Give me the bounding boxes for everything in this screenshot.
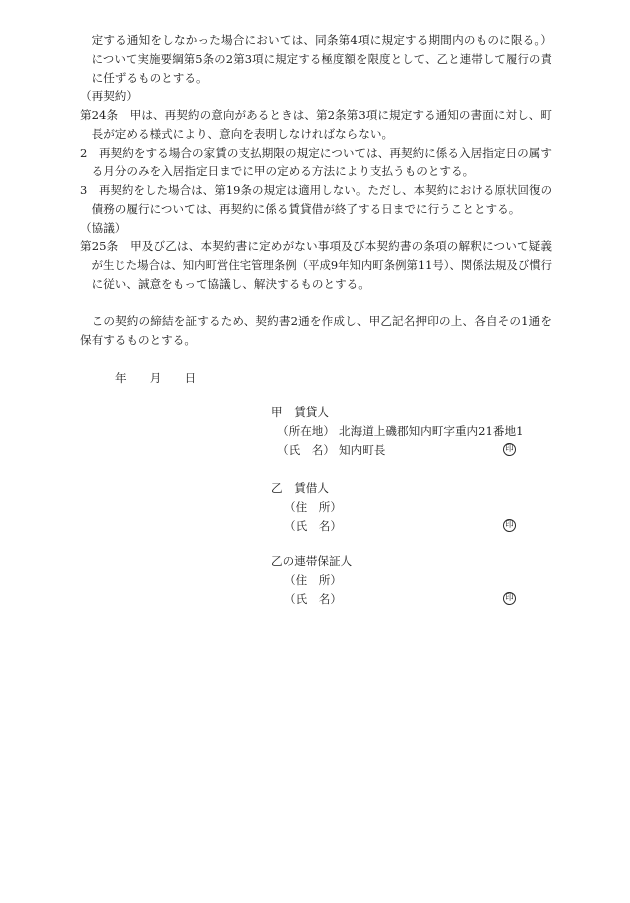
contract-date: 年 月 日 [115,370,197,385]
article23-line-3: に任ずるものとする。 [91,70,208,85]
lessor-seal-icon: 印 [503,443,516,456]
lessor-title: 甲 賃貸人 [271,405,329,419]
article23-line-2: について実施要綱第5条の2第3項に規定する極度額を限度として、乙と連帯して履行の責 [91,51,552,66]
lessee-title: 乙 賃借人 [271,481,329,495]
article25-heading: （協議） [80,220,127,235]
guarantor-address-label: （住 所） [284,572,342,587]
lessee-block [271,479,531,535]
spacer [80,350,552,369]
article24-para3-line-1: 3 再契約をした場合は、第19条の規定は適用しない。ただし、本契約における原状回復の [80,183,552,197]
lessor-address-label: （所在地） [277,423,335,438]
contract-body [80,31,552,387]
spacer [80,294,552,313]
guarantor-name-label: （氏 名） [284,591,342,606]
closing-line-2: 保有するものとする。 [80,333,196,347]
lessee-name-label: （氏 名） [284,518,342,533]
article25-line-1: 第25条 甲及び乙は、本契約書に定めがない事項及び本契約書の条項の解釈について疑義 [80,239,552,254]
article24-para1-line-1: 第24条 甲は、再契約の意向があるときは、第2条第3項に規定する通知の書面に対し、町 [80,108,552,122]
lessor-block [271,403,531,459]
article23-line-1: 定する通知をしなかった場合においては、同条第4項に規定する期間内のものに限る。） [91,33,552,47]
lessee-address-row [271,498,531,517]
lessor-name-label: （氏 名） [277,442,335,457]
lessee-address-label: （住 所） [284,499,342,514]
article24-heading: （再契約） [80,89,138,104]
lessee-name-row [271,517,531,536]
guarantor-seal-icon: 印 [503,592,516,605]
article25-line-3: に従い、誠意をもって協議し、解決するものとする。 [91,276,370,291]
guarantor-block [271,552,531,608]
article24-para3-line-2: 債務の履行については、再契約に係る賃貸借が終了する日までに行うこととする。 [91,201,521,216]
article24-para2-line-1: 2 再契約をする場合の家賃の支払期限の規定については、再契約に係る入居指定日の属す [80,145,552,160]
lessor-name: 知内町長 [339,442,386,457]
article24-para1-line-2: 長が定める様式により、意向を表明しなければならない。 [91,126,394,141]
lessor-name-row [271,441,531,460]
lessor-address-row [271,422,531,441]
article25-line-2: が生じた場合は、知内町営住宅管理条例（平成9年知内町条例第11号）、関係法規及び慣行 [91,258,552,272]
guarantor-title: 乙の連帯保証人 [271,554,353,568]
article24-para2-line-2: る月分のみを入居指定日までに甲の定める方法により支払うものとする。 [91,164,475,179]
guarantor-address-row [271,571,531,590]
lessee-seal-icon: 印 [503,519,516,532]
closing-line-1: この契約の締結を証するため、契約書2通を作成し、甲乙記名押印の上、各自その1通を [91,314,552,329]
guarantor-name-row [271,590,531,609]
lessor-address: 北海道上磯郡知内町字重内21番地1 [339,423,524,438]
